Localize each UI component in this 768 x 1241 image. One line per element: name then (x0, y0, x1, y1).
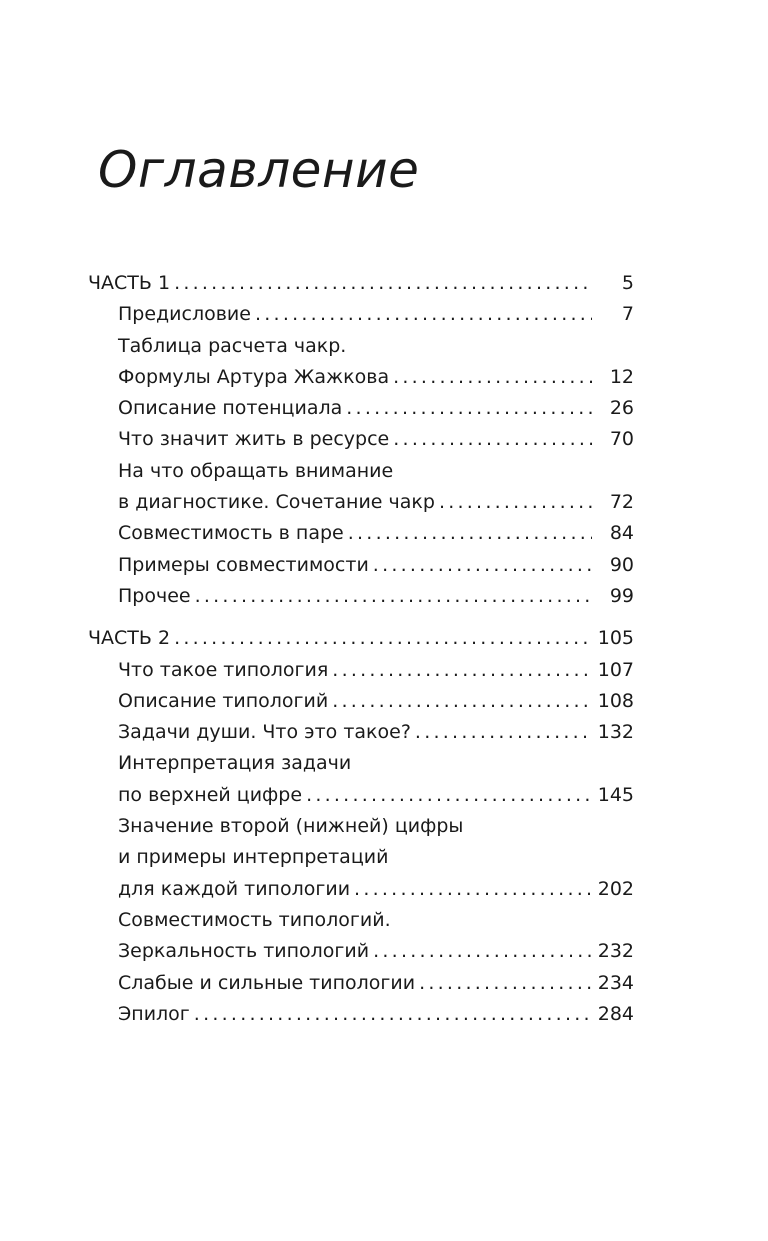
toc-entry[interactable] (88, 686, 634, 717)
toc-entry-line[interactable] (88, 842, 634, 873)
toc-entry-title: Описание типологий (118, 689, 329, 712)
toc-entry-title: Таблица расчета чакр. (118, 334, 347, 357)
toc-page-number: 26 (609, 397, 634, 420)
toc-entry-title: Описание потенциала (118, 397, 343, 420)
toc-section (88, 623, 634, 1030)
toc-entry-line[interactable] (88, 331, 634, 362)
toc-entry[interactable] (88, 936, 634, 967)
toc-entry-title: Что такое типология (118, 658, 329, 681)
toc-entry-title: Эпилог (118, 1002, 190, 1025)
toc-entry-title: Прочее (118, 584, 191, 607)
toc-entry-title: На что обращать внимание (118, 459, 394, 482)
toc-part-label: ЧАСТЬ 1 (88, 272, 171, 294)
toc-leader-dots (346, 393, 592, 424)
toc-leader-dots (393, 362, 592, 393)
toc-entry-title: Зеркальность типологий (118, 940, 370, 963)
toc-leader-dots (415, 717, 592, 748)
toc-page-number: 7 (621, 303, 634, 326)
toc-leader-dots (419, 968, 592, 999)
toc-entry-title: Что значит жить в ресурсе (118, 428, 390, 451)
toc-section (88, 268, 634, 612)
toc-leader-dots (373, 936, 592, 967)
toc-leader-dots (195, 581, 592, 612)
toc-page-number: 105 (597, 627, 634, 650)
toc-entry[interactable] (88, 968, 634, 999)
toc-page-number: 90 (609, 553, 634, 576)
toc-entry[interactable] (88, 299, 634, 330)
toc-page-number: 108 (597, 689, 634, 712)
toc-part-heading[interactable] (88, 623, 634, 654)
toc-page-number: 5 (621, 272, 634, 294)
toc-entry-title: и примеры интерпретаций (118, 846, 389, 869)
table-of-contents (88, 268, 634, 1030)
toc-entry-line[interactable] (88, 456, 634, 487)
toc-entry-title: Формулы Артура Жажкова (118, 365, 390, 388)
toc-entry-title: Задачи души. Что это такое? (118, 721, 411, 744)
toc-page-number: 72 (609, 491, 634, 514)
toc-entry-title: Слабые и сильные типологии (118, 971, 416, 994)
toc-page-number: 234 (597, 971, 634, 994)
toc-entry[interactable] (88, 518, 634, 549)
toc-leader-dots (348, 518, 592, 549)
toc-entry[interactable] (88, 999, 634, 1030)
toc-leader-dots (174, 268, 592, 299)
page-title: Оглавление (98, 141, 420, 199)
toc-entry-line[interactable] (88, 748, 634, 779)
toc-entry[interactable] (88, 717, 634, 748)
toc-entry[interactable] (88, 780, 634, 811)
toc-entry[interactable] (88, 655, 634, 686)
toc-page-number: 99 (609, 584, 634, 607)
toc-entry[interactable] (88, 393, 634, 424)
toc-entry-line[interactable] (88, 905, 634, 936)
toc-entry[interactable] (88, 424, 634, 455)
toc-leader-dots (393, 424, 592, 455)
toc-leader-dots (174, 623, 592, 654)
toc-entry[interactable] (88, 550, 634, 581)
toc-leader-dots (194, 999, 592, 1030)
toc-entry-title: в диагностике. Сочетание чакр (118, 491, 435, 514)
toc-leader-dots (255, 299, 592, 330)
toc-entry-title: Совместимость типологий. (118, 908, 391, 931)
toc-page-number: 132 (597, 721, 634, 744)
toc-leader-dots (306, 780, 592, 811)
toc-leader-dots (373, 550, 592, 581)
toc-leader-dots (439, 487, 592, 518)
toc-entry-title: Интерпретация задачи (118, 752, 352, 775)
toc-page-number: 84 (609, 522, 634, 545)
toc-leader-dots (332, 686, 592, 717)
toc-page-number: 12 (609, 365, 634, 388)
toc-entry-title: Примеры совместимости (118, 553, 369, 576)
toc-entry[interactable] (88, 874, 634, 905)
toc-entry-title: для каждой типологии (118, 877, 351, 900)
toc-entry[interactable] (88, 581, 634, 612)
toc-page-number: 232 (597, 940, 634, 963)
toc-page-number: 284 (597, 1002, 634, 1025)
toc-leader-dots (332, 655, 592, 686)
toc-entry-title: по верхней цифре (118, 783, 303, 806)
toc-entry[interactable] (88, 487, 634, 518)
toc-entry-title: Совместимость в паре (118, 522, 344, 545)
toc-part-label: ЧАСТЬ 2 (88, 627, 171, 650)
toc-entry-title: Предисловие (118, 303, 251, 326)
toc-entry-line[interactable] (88, 811, 634, 842)
toc-page-number: 107 (597, 658, 634, 681)
toc-part-heading[interactable] (88, 268, 634, 299)
toc-leader-dots (354, 874, 592, 905)
toc-entry[interactable] (88, 362, 634, 393)
toc-page-number: 145 (597, 783, 634, 806)
toc-entry-title: Значение второй (нижней) цифры (118, 815, 464, 838)
toc-page-number: 202 (597, 877, 634, 900)
toc-page-number: 70 (609, 428, 634, 451)
